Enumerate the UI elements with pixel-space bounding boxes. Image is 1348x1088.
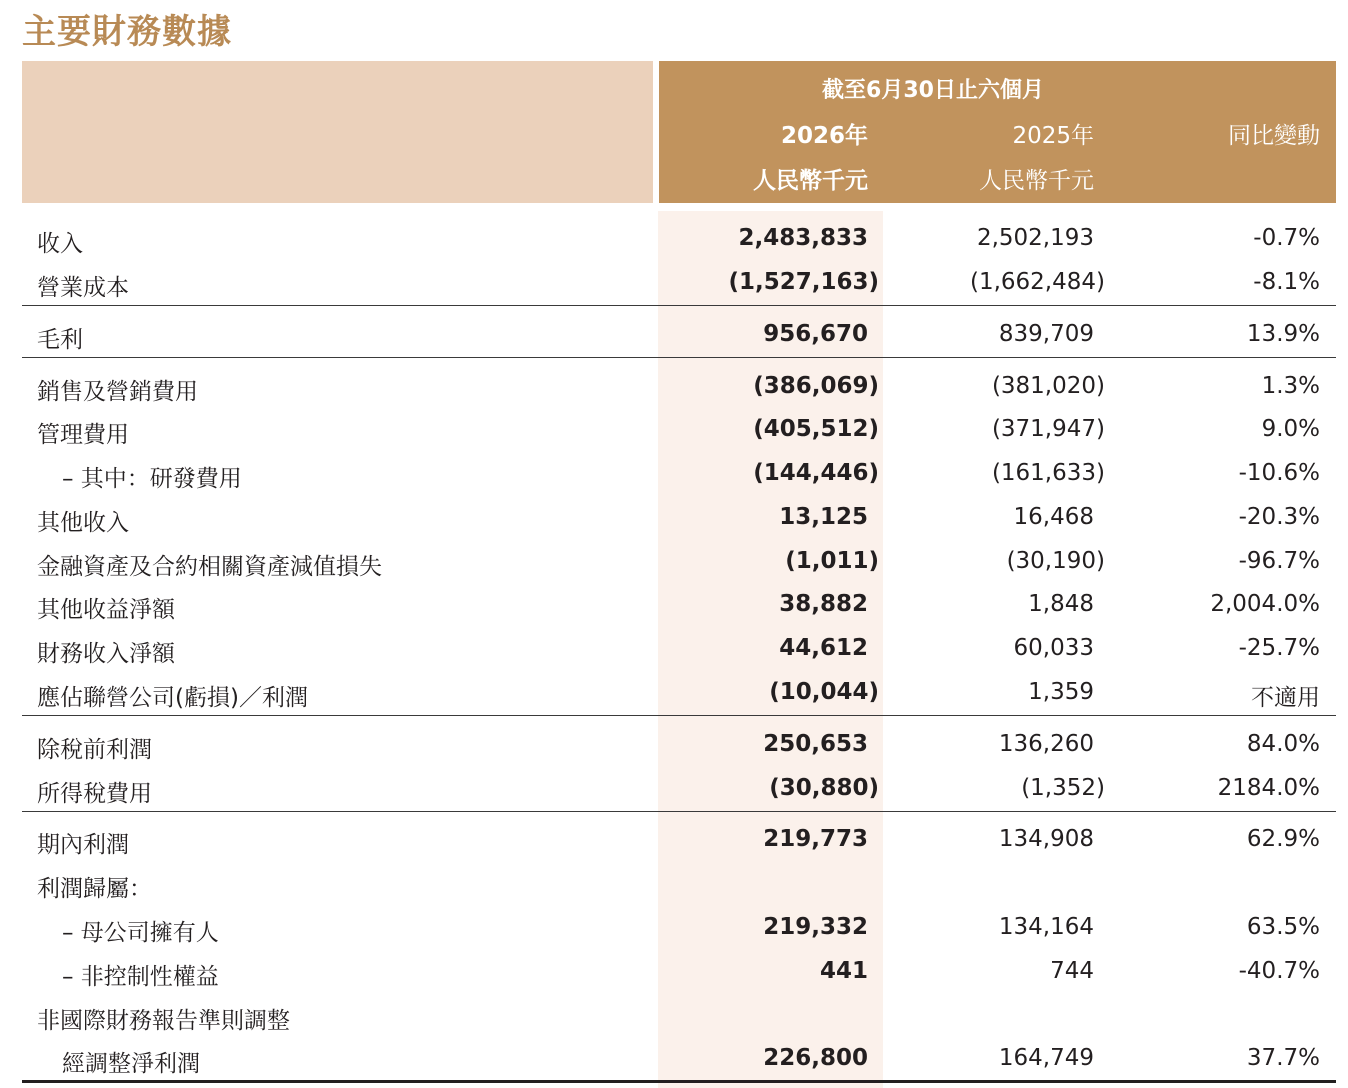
- period-heading: 截至6月30日止六個月: [822, 78, 1044, 103]
- row-label: 銷售及營銷費用: [37, 379, 198, 405]
- prior-value: 2,502,193: [976, 225, 1094, 251]
- page-title: 主要財務數據: [22, 12, 232, 52]
- table-header-label-area: [22, 61, 653, 203]
- current-value: (144,446): [753, 460, 879, 486]
- current-value: (1,527,163): [728, 269, 879, 295]
- row-label: 其他收入: [37, 510, 129, 536]
- current-value: 13,125: [779, 504, 868, 530]
- prior-value: (30,190): [1006, 548, 1105, 574]
- change-value: -20.3%: [1238, 504, 1320, 530]
- table-row: [22, 261, 1336, 305]
- row-label: 管理費用: [37, 422, 129, 448]
- table-row: [22, 671, 1336, 715]
- change-value: 1.3%: [1261, 373, 1320, 399]
- current-value: 219,332: [763, 914, 868, 940]
- change-value: 2184.0%: [1217, 775, 1320, 801]
- table-row: [22, 583, 1336, 627]
- row-label: 金融資產及合約相關資產減值損失: [37, 554, 382, 580]
- change-value: -40.7%: [1238, 958, 1320, 984]
- change-value: -96.7%: [1238, 548, 1320, 574]
- prior-value: (161,633): [991, 460, 1105, 486]
- table-header-columns: [659, 61, 1336, 203]
- row-label: 除稅前利潤: [37, 737, 152, 763]
- prior-value: (1,352): [1021, 775, 1105, 801]
- table-row: [22, 994, 1336, 1038]
- table-row: [22, 627, 1336, 671]
- current-year-heading: 2026年: [780, 123, 868, 149]
- change-value: 13.9%: [1246, 321, 1320, 347]
- prior-value: 1,359: [1028, 679, 1094, 705]
- prior-value: (1,662,484): [969, 269, 1105, 295]
- table-row: [22, 818, 1336, 862]
- row-label: 期內利潤: [37, 832, 129, 858]
- prior-value: 744: [1050, 958, 1094, 984]
- prior-value: 60,033: [1013, 635, 1094, 661]
- row-label: – 非控制性權益: [62, 964, 219, 990]
- prior-value: 136,260: [998, 731, 1094, 757]
- row-divider: [22, 305, 1336, 306]
- prior-unit-heading: 人民幣千元: [979, 168, 1094, 194]
- row-label: 其他收益淨額: [37, 597, 175, 623]
- table-row: [22, 1037, 1336, 1081]
- table-row: [22, 950, 1336, 994]
- prior-value: 839,709: [998, 321, 1094, 347]
- change-value: -0.7%: [1253, 225, 1320, 251]
- current-value: (1,011): [785, 548, 879, 574]
- row-label: 經調整淨利潤: [62, 1051, 200, 1077]
- table-row: [22, 365, 1336, 409]
- prior-value: (371,947): [991, 416, 1105, 442]
- change-value: -10.6%: [1238, 460, 1320, 486]
- current-value: (10,044): [769, 679, 879, 705]
- row-label: – 母公司擁有人: [62, 920, 219, 946]
- prior-value: 164,749: [998, 1045, 1094, 1071]
- prior-value: 16,468: [1013, 504, 1094, 530]
- change-value: 62.9%: [1246, 826, 1320, 852]
- table-row: [22, 496, 1336, 540]
- change-heading: 同比變動: [1228, 123, 1320, 149]
- row-divider: [22, 357, 1336, 358]
- table-row: [22, 313, 1336, 357]
- current-value: 38,882: [779, 591, 868, 617]
- change-value: 37.7%: [1246, 1045, 1320, 1071]
- table-bottom-rule: [22, 1080, 1336, 1083]
- row-divider: [22, 715, 1336, 716]
- change-value: -25.7%: [1238, 635, 1320, 661]
- prior-value: 1,848: [1028, 591, 1094, 617]
- current-value: 44,612: [779, 635, 868, 661]
- table-row: [22, 723, 1336, 767]
- table-row: [22, 767, 1336, 811]
- current-unit-heading: 人民幣千元: [753, 168, 868, 194]
- prior-year-heading: 2025年: [1012, 123, 1094, 149]
- current-value: 226,800: [763, 1045, 868, 1071]
- row-label: 所得稅費用: [37, 781, 152, 807]
- change-value: 2,004.0%: [1210, 591, 1320, 617]
- table-row: [22, 408, 1336, 452]
- change-value: 63.5%: [1246, 914, 1320, 940]
- row-label: 營業成本: [37, 275, 129, 301]
- change-value: 不適用: [1251, 685, 1320, 711]
- table-row: [22, 862, 1336, 906]
- current-value: 250,653: [763, 731, 868, 757]
- row-label: 利潤歸屬：: [37, 876, 152, 902]
- prior-value: (381,020): [991, 373, 1105, 399]
- row-label: 應佔聯營公司(虧損)／利潤: [37, 685, 308, 711]
- table-row: [22, 906, 1336, 950]
- change-value: -8.1%: [1253, 269, 1320, 295]
- row-label: 毛利: [37, 327, 83, 353]
- change-value: 9.0%: [1261, 416, 1320, 442]
- row-divider: [22, 811, 1336, 812]
- table-row: [22, 217, 1336, 261]
- table-row: [22, 540, 1336, 584]
- current-value: (30,880): [769, 775, 879, 801]
- prior-value: 134,164: [998, 914, 1094, 940]
- row-label: 非國際財務報告準則調整: [37, 1008, 290, 1034]
- current-value: 2,483,833: [738, 225, 868, 251]
- row-label: – 其中：研發費用: [62, 466, 242, 492]
- row-label: 財務收入淨額: [37, 641, 175, 667]
- prior-value: 134,908: [998, 826, 1094, 852]
- table-row: [22, 452, 1336, 496]
- current-value: (386,069): [753, 373, 879, 399]
- current-value: (405,512): [753, 416, 879, 442]
- change-value: 84.0%: [1246, 731, 1320, 757]
- current-value: 956,670: [763, 321, 868, 347]
- row-label: 收入: [37, 231, 83, 257]
- current-value: 441: [819, 958, 868, 984]
- current-value: 219,773: [763, 826, 868, 852]
